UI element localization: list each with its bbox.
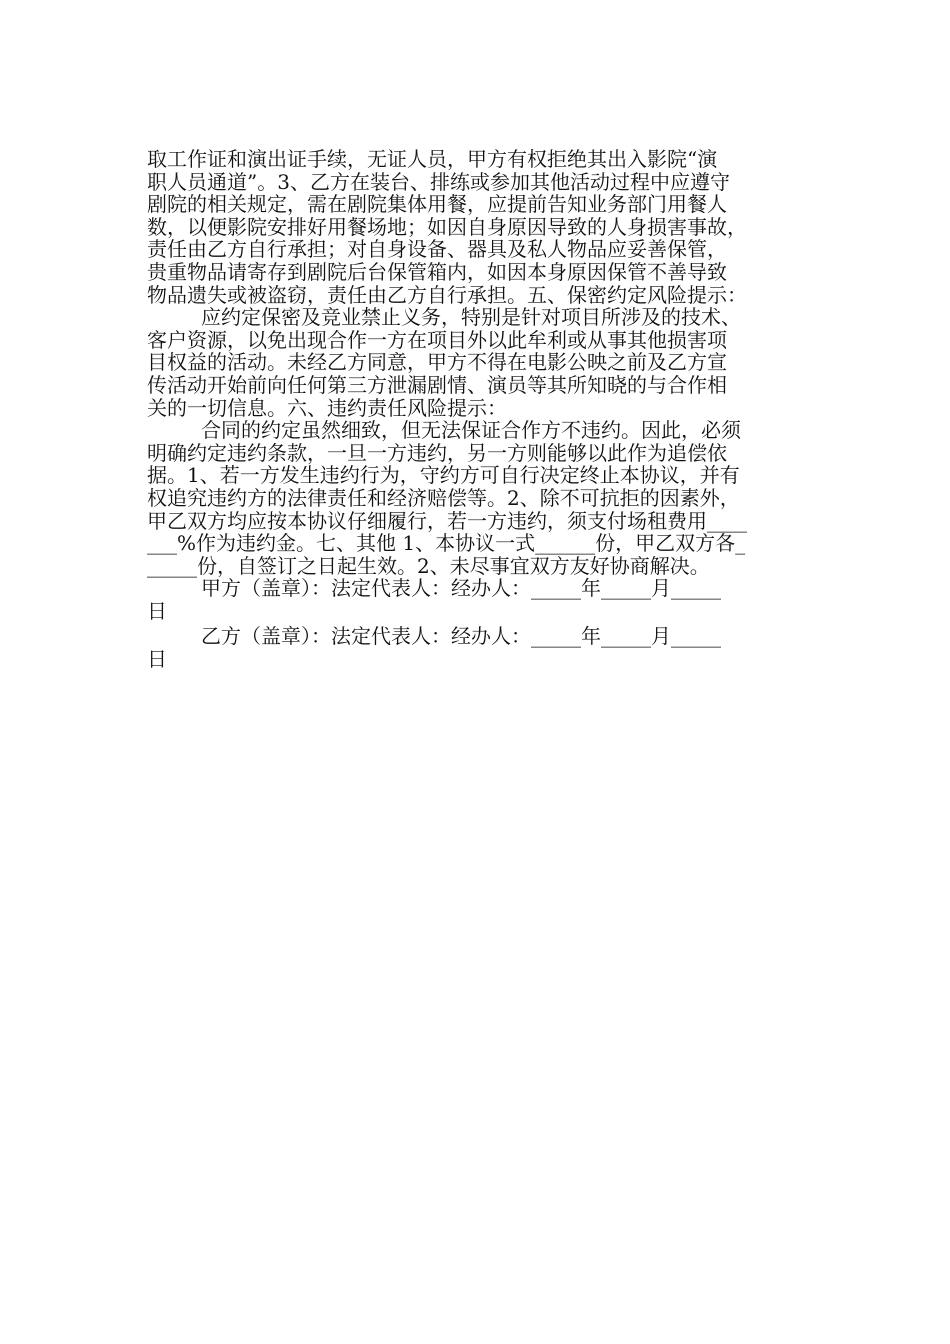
document-body bbox=[147, 148, 807, 671]
text-line: 传活动开始前向任何第三方泄漏剧情、演员等其所知晓的与合作相 bbox=[147, 372, 727, 397]
text-line: _____份，自签订之日起生效。2、未尽事宜双方友好协商解决。 bbox=[147, 553, 710, 578]
text-line: 取工作证和演出证手续，无证人员，甲方有权拒绝其出入影院“演 bbox=[147, 147, 718, 171]
text-line: 责任由乙方自行承担；对自身设备、器具及私人物品应妥善保管， bbox=[147, 237, 727, 262]
text-line: 物品遗失或被盗窃，责任由乙方自行承担。五、保密约定风险提示： bbox=[147, 282, 747, 307]
text-line: 贵重物品请寄存到剧院后台保管箱内，如因本身原因保管不善导致 bbox=[147, 259, 727, 284]
paragraph-start-line: 合同的约定虽然细致，但无法保证合作方不违约。因此，必须 bbox=[201, 418, 741, 443]
text-line: 关的一切信息。六、违约责任风险提示： bbox=[147, 395, 507, 420]
party-b-date-suffix: 日 bbox=[147, 647, 167, 672]
text-line: 目权益的活动。未经乙方同意，甲方不得在电影公映之前及乙方宣 bbox=[147, 350, 727, 375]
text-line: ___%作为违约金。七、其他 1、本协议一式______份，甲乙双方各_ bbox=[147, 531, 746, 556]
text-line: 权追究违约方的法律责任和经济赔偿等。2、除不可抗拒的因素外， bbox=[147, 485, 740, 510]
text-line: 剧院的相关规定，需在剧院集体用餐，应提前告知业务部门用餐人 bbox=[147, 192, 727, 217]
text-line: 明确约定违约条款，一旦一方违约，另一方则能够以此作为追偿依 bbox=[147, 440, 727, 465]
text-line: 据。1、若一方发生违约行为，守约方可自行决定终止本协议，并有 bbox=[147, 463, 740, 488]
text-line: 甲乙双方均应按本协议仔细履行，若一方违约，须支付场租费用____ bbox=[147, 508, 747, 533]
paragraph-start-line: 应约定保密及竞业禁止义务，特别是针对项目所涉及的技术、 bbox=[201, 305, 741, 330]
party-b-signature-line: 乙方（盖章）：法定代表人：经办人：_____年_____月_____ bbox=[201, 624, 721, 649]
party-a-signature-line: 甲方（盖章）：法定代表人：经办人：_____年_____月_____ bbox=[201, 576, 721, 601]
text-line: 职人员通道”。3、乙方在装台、排练或参加其他活动过程中应遵守 bbox=[147, 169, 730, 194]
text-line: 数，以便影院安排好用餐场地；如因自身原因导致的人身损害事故， bbox=[147, 214, 747, 239]
party-a-date-suffix: 日 bbox=[147, 598, 167, 623]
text-line: 客户资源，以免出现合作一方在项目外以此牟利或从事其他损害项 bbox=[147, 327, 727, 352]
